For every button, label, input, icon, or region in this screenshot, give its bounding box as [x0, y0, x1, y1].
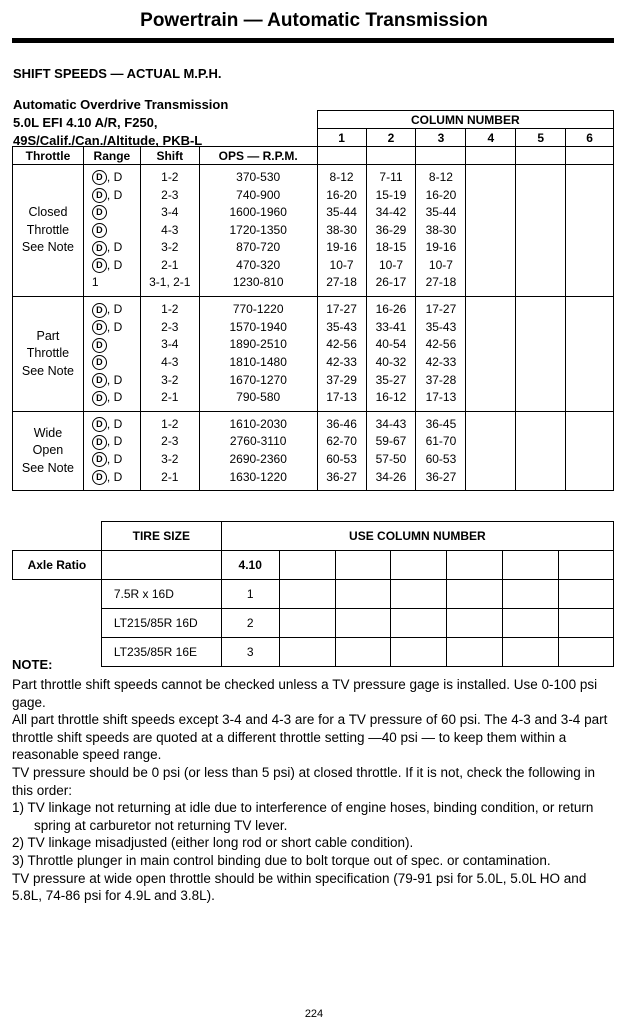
- range-cell: [83, 412, 140, 491]
- empty-cell: [391, 580, 447, 609]
- ops-text: 470-320: [236, 257, 281, 272]
- column-number: 2: [366, 129, 416, 147]
- range-text: , D: [106, 169, 123, 184]
- shift-text: 2-1: [161, 469, 179, 484]
- shift-text: 3-2: [161, 452, 179, 466]
- shift-value: [141, 372, 199, 390]
- ops-value: [200, 451, 317, 469]
- overdrive-symbol: D: [92, 452, 107, 467]
- speed-value: 7-11: [379, 169, 403, 184]
- empty-cell: [335, 638, 391, 667]
- column-4-cell: [466, 165, 516, 297]
- ops-rpm-cell: [199, 412, 317, 491]
- range-text: , D: [106, 302, 123, 317]
- speed-value: 42-33: [326, 355, 357, 369]
- shift-text: 3-2: [161, 240, 179, 255]
- shift-value: [141, 222, 199, 240]
- range-value: [92, 187, 140, 205]
- column-3-cell: [416, 412, 466, 491]
- subtitle-line-2: 5.0L EFI 4.10 A/R, F250,: [13, 115, 158, 130]
- overdrive-symbol: D: [92, 355, 107, 370]
- shift-value: [141, 354, 199, 372]
- speed-value: 19-16: [425, 240, 457, 255]
- ops-text: 740-900: [236, 187, 281, 202]
- note-heading: NOTE:: [12, 657, 53, 672]
- empty-cell: [503, 580, 559, 609]
- speed-value: 16-26: [375, 302, 407, 317]
- ops-text: 770-1220: [232, 302, 284, 317]
- shift-text: 2-1: [161, 390, 179, 405]
- column-2-cell: [366, 297, 416, 412]
- throttle-group: [13, 412, 614, 491]
- ops-text: 1670-1270: [229, 372, 287, 387]
- shift-text: 1-2: [161, 169, 179, 184]
- ops-header: OPS — R.P.M.: [199, 147, 317, 165]
- ops-value: [200, 204, 317, 222]
- column-5-cell: [516, 297, 566, 412]
- page-title: Powertrain — Automatic Transmission: [140, 10, 488, 31]
- column-6-cell: [566, 165, 614, 297]
- speed-value: 8-12: [428, 169, 453, 184]
- shift-header: Shift: [140, 147, 199, 165]
- speed-value: 16-20: [326, 187, 357, 202]
- range-text: 1: [91, 275, 99, 290]
- ops-value: [200, 469, 317, 487]
- speed-value: 59-67: [375, 434, 407, 449]
- note-paragraph: TV pressure should be 0 psi (or less than 5 psi) at closed throttle. If it is not, check the following in this order:: [12, 764, 596, 798]
- ops-text: 1230-810: [232, 275, 284, 290]
- axle-ratio-label: Axle Ratio: [13, 551, 102, 580]
- empty-cell: [335, 609, 391, 638]
- speed-value: 60-53: [326, 452, 357, 466]
- tire-size-cell: 7.5R x 16D: [101, 580, 221, 609]
- range-value: [92, 274, 140, 292]
- speed-value: 34-26: [375, 469, 407, 484]
- ops-value: [200, 336, 317, 354]
- overdrive-symbol: D: [92, 320, 107, 335]
- column-2-cell: [366, 165, 416, 297]
- range-value: [92, 389, 140, 407]
- column-3-cell: [416, 165, 466, 297]
- spacer-cell: [13, 609, 102, 638]
- overdrive-symbol: D: [92, 205, 107, 220]
- ops-value: [200, 222, 317, 240]
- shift-text: 4-3: [161, 355, 179, 369]
- speed-value: 62-70: [326, 434, 357, 449]
- note-body: [12, 676, 616, 905]
- range-text: , D: [106, 452, 123, 466]
- empty-cell: [279, 580, 335, 609]
- empty-cell: [447, 638, 503, 667]
- ops-value: [200, 274, 317, 292]
- note-paragraph: Part throttle shift speeds cannot be checked unless a TV pressure gage is installed. Use 0-100 psi gage.: [12, 677, 598, 710]
- column-number-header: COLUMN NUMBER: [317, 111, 613, 129]
- ops-text: 2690-2360: [229, 452, 287, 466]
- ops-value: [200, 372, 317, 390]
- overdrive-symbol: D: [92, 470, 107, 485]
- empty-cell: [335, 580, 391, 609]
- column-number: 1: [317, 129, 366, 147]
- shift-text: 3-4: [161, 205, 179, 220]
- overdrive-symbol: D: [92, 338, 107, 353]
- ops-value: [200, 257, 317, 275]
- shift-value: [141, 469, 199, 487]
- speed-value: 10-7: [428, 257, 453, 272]
- speed-value: 35-27: [375, 372, 407, 387]
- overdrive-symbol: D: [92, 417, 107, 432]
- ops-text: 370-530: [236, 169, 281, 184]
- column-number: 5: [516, 129, 566, 147]
- ops-text: 2760-3110: [229, 434, 287, 449]
- throttle-cell: [13, 297, 84, 412]
- shift-value: [141, 433, 199, 451]
- note-paragraph: All part throttle shift speeds except 3-4 and 4-3 are for a TV pressure of 60 psi. The 4-3 and 3-4 part throttle shift speeds are quoted at a different throttle setting —40 psi — to keep them within a reasonable speed range.: [12, 712, 608, 763]
- speed-value: 38-30: [425, 222, 457, 237]
- empty-cell: [503, 609, 559, 638]
- ops-value: [200, 416, 317, 434]
- shift-text: 2-3: [161, 434, 179, 449]
- speed-value: 34-42: [375, 205, 407, 220]
- empty-cell: [447, 580, 503, 609]
- speed-value: 34-43: [375, 416, 407, 431]
- range-text: , D: [106, 469, 123, 484]
- speed-value: 36-29: [375, 222, 407, 237]
- throttle-label: See Note: [21, 460, 75, 475]
- shift-text: 1-2: [161, 416, 179, 431]
- shift-value: [141, 389, 199, 407]
- range-value: [92, 433, 140, 451]
- shift-speed-table: [12, 110, 614, 491]
- shift-value: [141, 319, 199, 337]
- overdrive-symbol: D: [92, 258, 107, 273]
- section-title: SHIFT SPEEDS — ACTUAL M.P.H.: [13, 66, 222, 81]
- speed-value: 15-19: [375, 187, 407, 202]
- ops-value: [200, 354, 317, 372]
- range-value: [92, 372, 140, 390]
- speed-value: 36-27: [326, 469, 357, 484]
- empty-cell: [279, 609, 335, 638]
- speed-value: 42-56: [326, 337, 357, 352]
- range-value: [92, 257, 140, 275]
- speed-value: 40-54: [375, 337, 407, 352]
- spacer-cell: [13, 580, 102, 609]
- overdrive-symbol: D: [92, 188, 107, 203]
- ops-text: 1890-2510: [229, 337, 287, 352]
- tire-size-table: [12, 521, 614, 667]
- ops-text: 1630-1220: [229, 469, 287, 484]
- column-number: 6: [566, 129, 614, 147]
- speed-value: 16-20: [425, 187, 457, 202]
- range-cell: [83, 165, 140, 297]
- speed-value: 17-13: [425, 390, 457, 405]
- empty-cell: [559, 580, 614, 609]
- tire-row: [13, 638, 614, 667]
- note-list-item: 1) TV linkage not returning at idle due to interference of engine hoses, binding condition, or return spring at carburetor not returning TV lever.: [12, 800, 594, 833]
- ops-text: 790-580: [236, 390, 281, 405]
- shift-cell: [140, 165, 199, 297]
- throttle-header: Throttle: [13, 147, 84, 165]
- shift-text: 4-3: [161, 222, 179, 237]
- speed-value: 38-30: [326, 222, 357, 237]
- column-6-cell: [566, 297, 614, 412]
- shift-value: [141, 169, 199, 187]
- throttle-label: Throttle: [26, 346, 70, 361]
- speed-value: 17-27: [326, 302, 357, 317]
- speed-value: 8-12: [329, 169, 354, 184]
- column-3-cell: [416, 297, 466, 412]
- speed-value: 35-44: [425, 205, 457, 220]
- column-number-cell: 1: [221, 580, 279, 609]
- range-text: , D: [106, 416, 123, 431]
- shift-value: [141, 274, 199, 292]
- speed-value: 36-27: [425, 469, 457, 484]
- range-text: , D: [106, 372, 123, 387]
- column-2-cell: [366, 412, 416, 491]
- overdrive-symbol: D: [92, 391, 107, 406]
- throttle-cell: [13, 165, 84, 297]
- column-6-cell: [566, 412, 614, 491]
- speed-value: 42-33: [425, 355, 457, 369]
- range-value: [92, 354, 140, 372]
- overdrive-symbol: D: [92, 303, 107, 318]
- tire-row: [13, 609, 614, 638]
- tire-row: [13, 580, 614, 609]
- ops-text: 1610-2030: [229, 416, 287, 431]
- ops-value: [200, 187, 317, 205]
- overdrive-symbol: D: [92, 373, 107, 388]
- speed-value: 36-46: [326, 416, 357, 431]
- throttle-group: [13, 165, 614, 297]
- column-5-cell: [516, 412, 566, 491]
- shift-text: 3-2: [161, 372, 179, 387]
- speed-value: 40-32: [375, 355, 407, 369]
- ops-value: [200, 239, 317, 257]
- range-value: [92, 239, 140, 257]
- speed-value: 16-12: [375, 390, 407, 405]
- range-text: , D: [106, 257, 123, 272]
- column-number-cell: 2: [221, 609, 279, 638]
- shift-value: [141, 416, 199, 434]
- note-paragraph: TV pressure at wide open throttle should be within specification (79-91 psi for 5.0L, 5.0L HO and 5.8L, 74-86 psi for 4.9L and 3.8L).: [12, 870, 587, 904]
- speed-value: 18-15: [375, 240, 407, 255]
- throttle-label: Part: [36, 328, 60, 343]
- title-rule: [12, 38, 614, 43]
- overdrive-symbol: D: [92, 223, 107, 238]
- subtitle-line-3: 49S/Calif./Can./Altitude, PKB-L: [13, 133, 203, 148]
- shift-value: [141, 451, 199, 469]
- shift-value: [141, 301, 199, 319]
- shift-value: [141, 336, 199, 354]
- range-text: , D: [106, 187, 123, 202]
- column-number: 4: [466, 129, 516, 147]
- range-cell: [83, 297, 140, 412]
- tire-size-cell: LT235/85R 16E: [101, 638, 221, 667]
- empty-cell: [391, 609, 447, 638]
- ops-text: 1720-1350: [229, 222, 287, 237]
- shift-text: 3-4: [161, 337, 179, 352]
- ops-value: [200, 433, 317, 451]
- speed-value: 10-7: [329, 257, 354, 272]
- speed-value: 35-43: [326, 319, 357, 334]
- column-1-cell: [317, 412, 366, 491]
- speed-value: 36-45: [425, 416, 457, 431]
- shift-value: [141, 257, 199, 275]
- note-list-item: 2) TV linkage misadjusted (either long rod or short cable condition).: [12, 835, 414, 851]
- ops-text: 1810-1480: [229, 355, 287, 369]
- range-value: [92, 222, 140, 240]
- throttle-label: See Note: [21, 240, 75, 255]
- subtitle-line-1: Automatic Overdrive Transmission: [13, 97, 229, 112]
- speed-value: 57-50: [375, 452, 407, 466]
- speed-value: 33-41: [375, 319, 407, 334]
- range-value: [92, 336, 140, 354]
- range-value: [92, 451, 140, 469]
- tire-size-header: TIRE SIZE: [101, 522, 221, 551]
- speed-value: 35-43: [425, 319, 457, 334]
- speed-value: 35-44: [326, 205, 357, 220]
- use-column-number-header: USE COLUMN NUMBER: [221, 522, 613, 551]
- overdrive-symbol: D: [92, 241, 107, 256]
- shift-text: 3-1, 2-1: [149, 275, 191, 290]
- range-header: Range: [83, 147, 140, 165]
- ops-text: 870-720: [236, 240, 281, 255]
- empty-cell: [447, 609, 503, 638]
- column-5-cell: [516, 165, 566, 297]
- shift-value: [141, 239, 199, 257]
- ops-value: [200, 389, 317, 407]
- empty-cell: [391, 638, 447, 667]
- speed-value: 37-28: [425, 372, 457, 387]
- shift-text: 1-2: [161, 302, 179, 317]
- range-value: [92, 169, 140, 187]
- column-number: 3: [416, 129, 466, 147]
- throttle-label: Wide: [33, 425, 63, 440]
- shift-value: [141, 204, 199, 222]
- speed-value: 42-56: [425, 337, 457, 352]
- column-1-cell: [317, 165, 366, 297]
- speed-value: 60-53: [425, 452, 457, 466]
- speed-value: 17-13: [326, 390, 357, 405]
- blank-corner: [13, 111, 318, 147]
- column-4-cell: [466, 412, 516, 491]
- throttle-label: Closed: [28, 205, 68, 220]
- note-list-item: 3) Throttle plunger in main control binding due to bolt torque out of spec. or contamination.: [12, 852, 551, 868]
- axle-ratio-value: 4.10: [221, 551, 279, 580]
- ops-value: [200, 301, 317, 319]
- range-value: [92, 301, 140, 319]
- column-1-cell: [317, 297, 366, 412]
- range-value: [92, 204, 140, 222]
- range-value: [92, 469, 140, 487]
- throttle-label: Open: [32, 443, 64, 458]
- ops-text: 1570-1940: [229, 319, 287, 334]
- empty-cell: [279, 638, 335, 667]
- shift-cell: [140, 297, 199, 412]
- ops-rpm-cell: [199, 165, 317, 297]
- speed-value: 26-17: [375, 275, 407, 290]
- throttle-group: [13, 297, 614, 412]
- ops-text: 1600-1960: [229, 205, 287, 220]
- speed-value: 37-29: [326, 372, 357, 387]
- column-4-cell: [466, 297, 516, 412]
- speed-value: 19-16: [326, 240, 357, 255]
- speed-value: 61-70: [425, 434, 457, 449]
- ops-value: [200, 169, 317, 187]
- empty-cell: [503, 638, 559, 667]
- throttle-cell: [13, 412, 84, 491]
- shift-cell: [140, 412, 199, 491]
- speed-value: 10-7: [378, 257, 403, 272]
- speed-value: 27-18: [326, 275, 357, 290]
- ops-value: [200, 319, 317, 337]
- empty-cell: [559, 638, 614, 667]
- shift-text: 2-3: [161, 319, 179, 334]
- range-value: [92, 319, 140, 337]
- page-number: 224: [304, 1008, 324, 1020]
- ops-rpm-cell: [199, 297, 317, 412]
- throttle-label: See Note: [21, 363, 75, 378]
- range-text: , D: [106, 240, 123, 255]
- empty-cell: [559, 609, 614, 638]
- column-number-cell: 3: [221, 638, 279, 667]
- range-text: , D: [106, 319, 123, 334]
- speed-value: 27-18: [425, 275, 457, 290]
- speed-value: 17-27: [425, 302, 457, 317]
- range-text: , D: [106, 390, 123, 405]
- tire-size-cell: LT215/85R 16D: [101, 609, 221, 638]
- range-text: , D: [106, 434, 123, 449]
- shift-text: 2-1: [161, 257, 179, 272]
- throttle-label: Throttle: [26, 222, 70, 237]
- overdrive-symbol: D: [92, 435, 107, 450]
- overdrive-symbol: D: [92, 170, 107, 185]
- shift-value: [141, 187, 199, 205]
- range-value: [92, 416, 140, 434]
- shift-text: 2-3: [161, 187, 179, 202]
